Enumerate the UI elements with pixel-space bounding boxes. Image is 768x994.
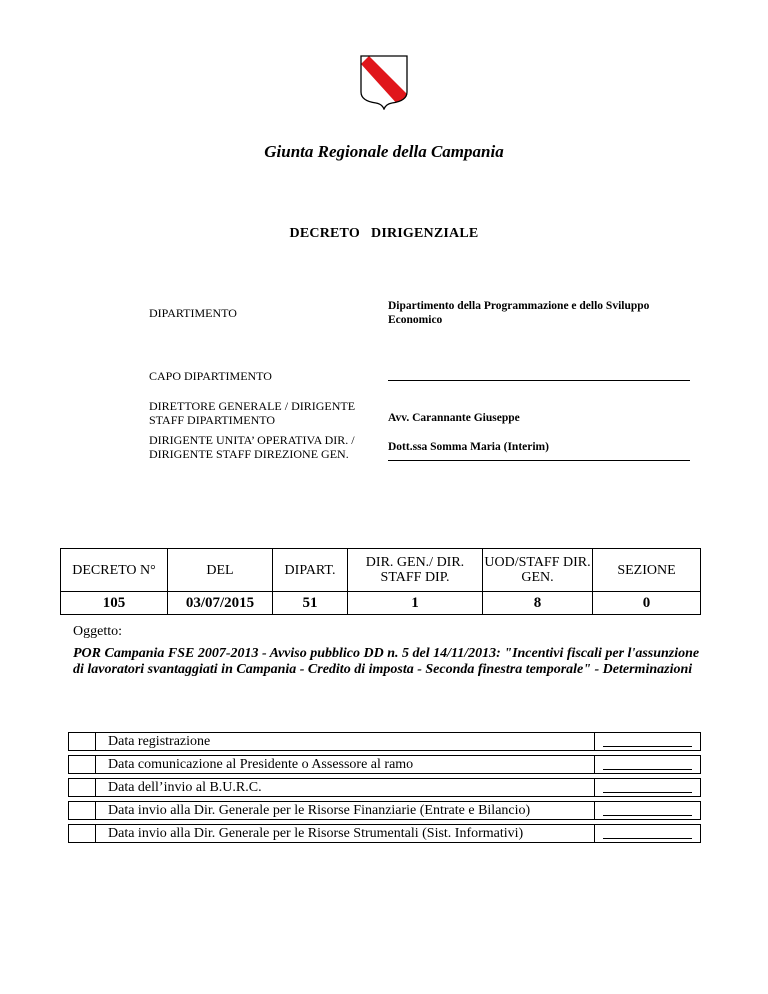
decree-table <box>60 548 701 615</box>
organization-title: Giunta Regionale della Campania <box>264 142 504 161</box>
value-cell: 105 <box>61 592 168 615</box>
header-cell: SEZIONE <box>593 549 701 592</box>
row-marker-cell <box>68 778 95 797</box>
office-label-dirigente: DIRIGENTE UNITA’ OPERATIVA DIR. / DIRIGENTE STAFF DIREZIONE GEN. <box>149 433 355 461</box>
date-field[interactable] <box>595 732 701 751</box>
date-field[interactable] <box>595 801 701 820</box>
signature-line <box>388 380 690 381</box>
signature-line <box>388 460 690 461</box>
office-value-dirigente: Dott.ssa Somma Maria (Interim) <box>388 441 549 453</box>
office-value-dipartimento: Dipartimento della Programmazione e dello Sviluppo Economico <box>388 300 650 326</box>
office-value-direttore: Avv. Carannante Giuseppe <box>388 412 520 424</box>
row-marker-cell <box>68 824 95 843</box>
value-cell: 51 <box>273 592 348 615</box>
date-field[interactable] <box>595 755 701 774</box>
header-cell: DEL <box>168 549 273 592</box>
office-label-direttore: DIRETTORE GENERALE / DIRIGENTE STAFF DIPARTIMENTO <box>149 399 356 427</box>
decree-table-values <box>61 592 701 615</box>
table-row <box>68 755 701 774</box>
row-label: Data registrazione <box>95 732 595 751</box>
row-label: Data invio alla Dir. Generale per le Risorse Strumentali (Sist. Informativi) <box>95 824 595 843</box>
value-cell: 8 <box>483 592 593 615</box>
row-label: Data invio alla Dir. Generale per le Risorse Finanziarie (Entrate e Bilancio) <box>95 801 595 820</box>
row-label: Data dell’invio al B.U.R.C. <box>95 778 595 797</box>
campania-coat-of-arms <box>359 54 409 110</box>
header-cell: DECRETO N° <box>61 549 168 592</box>
office-label-capo: CAPO DIPARTIMENTO <box>149 369 272 383</box>
row-label: Data comunicazione al Presidente o Assessore al ramo <box>95 755 595 774</box>
row-marker-cell <box>68 732 95 751</box>
table-row <box>68 778 701 797</box>
header-cell: UOD/STAFF DIR. GEN. <box>483 549 593 592</box>
decree-table-header <box>61 549 701 592</box>
table-row <box>68 732 701 751</box>
registration-table <box>68 728 701 847</box>
row-marker-cell <box>68 755 95 774</box>
date-field[interactable] <box>595 778 701 797</box>
value-cell: 03/07/2015 <box>168 592 273 615</box>
value-cell: 1 <box>348 592 483 615</box>
table-row <box>68 824 701 843</box>
value-cell: 0 <box>593 592 701 615</box>
header-cell: DIR. GEN./ DIR. STAFF DIP. <box>348 549 483 592</box>
date-field[interactable] <box>595 824 701 843</box>
row-marker-cell <box>68 801 95 820</box>
subject-label: Oggetto: <box>73 624 122 639</box>
header-cell: DIPART. <box>273 549 348 592</box>
document-title: DECRETO DIRIGENZIALE <box>289 226 479 241</box>
office-label-dipartimento: DIPARTIMENTO <box>149 306 237 320</box>
table-row <box>68 801 701 820</box>
subject-text: POR Campania FSE 2007-2013 - Avviso pubblico DD n. 5 del 14/11/2013: "Incentivi fiscali per l'assunzione di lavoratori svantaggiati in Campania - Credito di imposta - Seconda finestra temporale" - Determinazioni <box>73 646 700 677</box>
